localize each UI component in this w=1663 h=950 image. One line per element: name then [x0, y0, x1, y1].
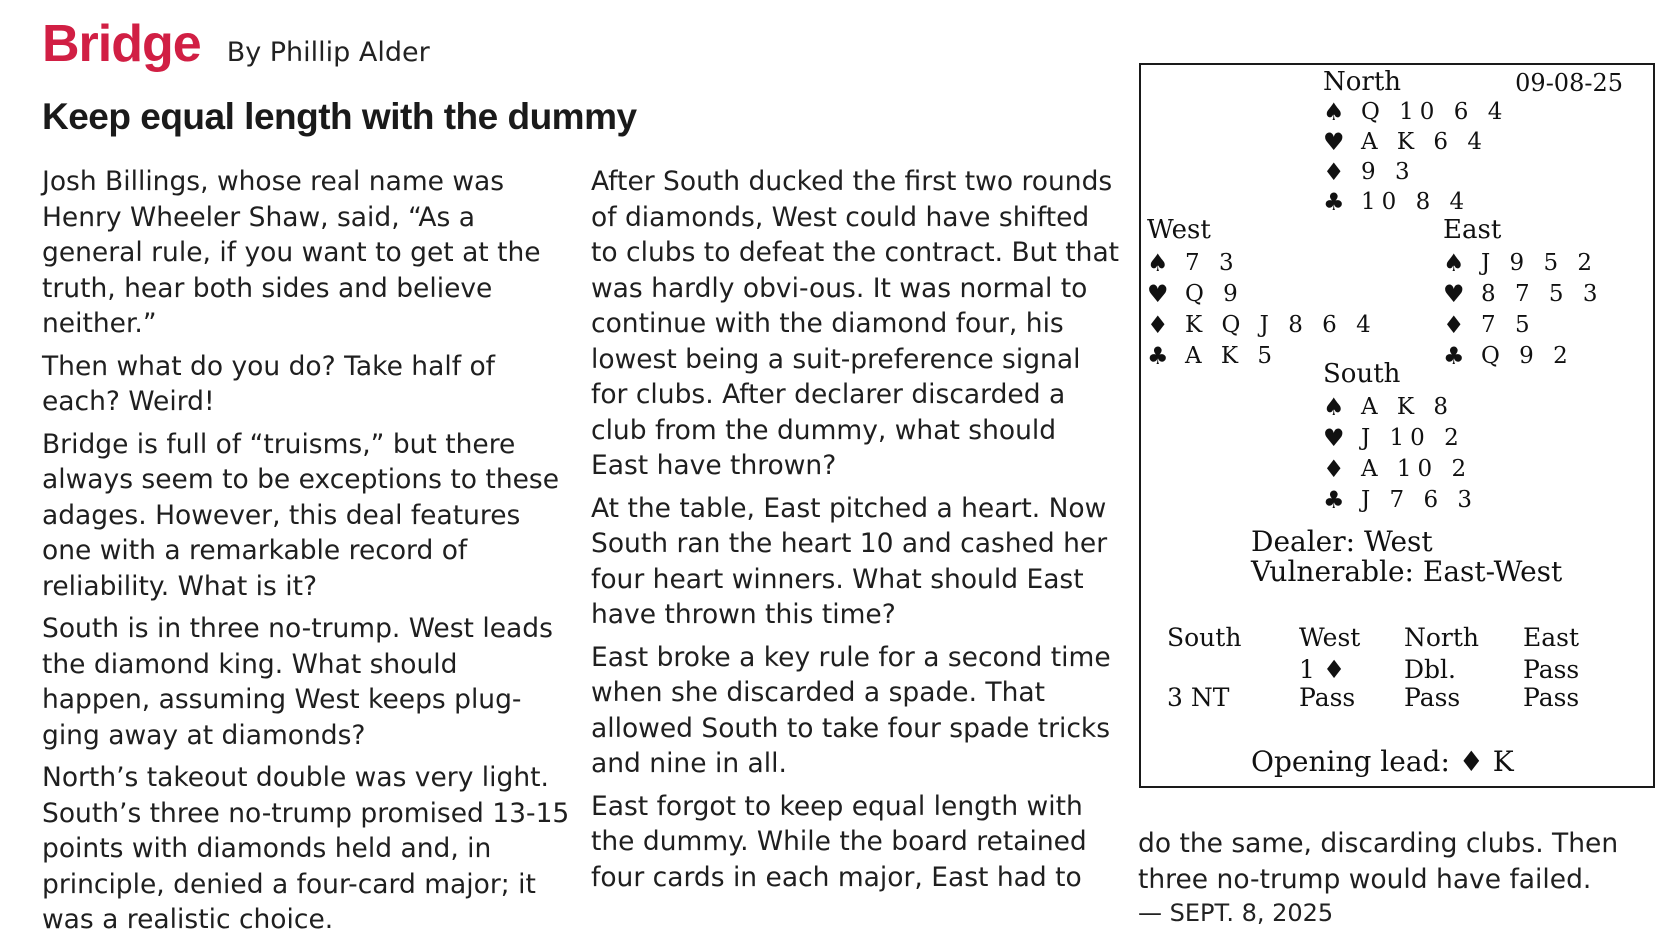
vulnerability: Vulnerable: East-West	[1251, 555, 1563, 588]
auction-header-south: South	[1167, 622, 1242, 652]
spade-icon: ♠	[1443, 248, 1465, 277]
auction-bid: Pass	[1523, 682, 1580, 712]
auction-header	[1167, 623, 1637, 651]
diamonds-cards: 7 5	[1481, 311, 1536, 338]
auction-round	[1167, 683, 1637, 711]
north-label: North	[1323, 67, 1402, 97]
auction-bid: Pass	[1523, 654, 1580, 684]
paragraph: Bridge is full of “truisms,” but there always seem to be exceptions to these adages. However, this deal features one with a remarkable record of reliability. What is it?	[42, 428, 560, 602]
south-hand	[1323, 391, 1478, 515]
article-column-3	[1138, 826, 1658, 929]
paragraph: Then what do you do? Take half of each? Weird!	[42, 350, 495, 417]
brand-logo: Bridge	[42, 15, 201, 73]
heart-icon: ♥	[1323, 423, 1345, 452]
diamonds-cards: A 10 2	[1361, 455, 1473, 482]
auction-header-west: West	[1299, 622, 1361, 652]
diamond-icon: ♦	[1323, 158, 1345, 186]
diamond-icon: ♦	[1323, 454, 1345, 483]
auction-bid: Dbl.	[1404, 654, 1456, 684]
spade-icon: ♠	[1147, 248, 1169, 277]
spade-icon: ♠	[1323, 98, 1345, 126]
clubs-cards: 10 8 4	[1361, 189, 1471, 215]
column-date: 09-08-25	[1515, 69, 1623, 97]
hearts-cards: Q 9	[1185, 280, 1244, 307]
heart-icon: ♥	[1147, 279, 1169, 308]
diamond-icon: ♦	[1147, 310, 1169, 339]
paragraph: After South ducked the first two rounds of diamonds, West could have shifted to clubs to defeat the contract. But that was hardly obvi-ous. It was normal to continue with the diamond four, his lowest being a suit-preference signal for clubs. After declarer discarded a club from the dummy, what should East have thrown?	[591, 166, 1120, 481]
spades-cards: Q 10 6 4	[1361, 99, 1509, 125]
dealer: Dealer: West	[1251, 525, 1433, 558]
east-label: East	[1443, 215, 1502, 245]
paragraph: North’s takeout double was very light. South’s three no-trump promised 13-15 points with diamonds held and, in principle, denied a four-card major; it was a realistic choice.	[42, 762, 570, 935]
hearts-cards: A K 6 4	[1361, 129, 1488, 155]
south-label: South	[1323, 359, 1401, 389]
paragraph: do the same, discarding clubs. Then three no-trump would have failed.	[1138, 828, 1619, 895]
east-hand	[1443, 247, 1603, 371]
diamonds-cards: 9 3	[1361, 159, 1416, 185]
spade-icon: ♠	[1323, 392, 1345, 421]
north-hand	[1323, 97, 1508, 217]
club-icon: ♣	[1323, 188, 1345, 216]
heart-icon: ♥	[1443, 279, 1465, 308]
paragraph: East forgot to keep equal length with the dummy. While the board retained four cards in each major, East had to	[591, 790, 1087, 893]
paragraph: South is in three no-trump. West leads the diamond king. What should happen, assuming West keeps plug-ging away at diamonds?	[42, 613, 553, 751]
west-label: West	[1147, 215, 1211, 245]
auction-round	[1167, 655, 1637, 683]
auction-table	[1167, 623, 1637, 711]
article-column-2	[591, 164, 1121, 902]
clubs-cards: Q 9 2	[1481, 342, 1574, 369]
auction-bid: Pass	[1404, 682, 1461, 712]
hearts-cards: J 10 2	[1361, 424, 1465, 451]
clubs-cards: A K 5	[1185, 342, 1279, 369]
diamond-icon: ♦	[1443, 310, 1465, 339]
paragraph: Josh Billings, whose real name was Henry Wheeler Shaw, said, “As a general rule, if you want to get at the truth, hear both sides and believe neither.”	[42, 166, 541, 339]
heart-icon: ♥	[1323, 128, 1345, 156]
auction-header-east: East	[1523, 622, 1580, 652]
paragraph: At the table, East pitched a heart. Now South ran the heart 10 and cashed her four heart winners. What should East have thrown this time?	[591, 492, 1108, 630]
auction-bid: 1 ♦	[1299, 654, 1346, 684]
bridge-deal-diagram	[1139, 63, 1655, 788]
spades-cards: 7 3	[1185, 249, 1240, 276]
dateline: — SEPT. 8, 2025	[1138, 899, 1334, 927]
diamonds-cards: K Q J 8 6 4	[1185, 311, 1377, 338]
masthead	[42, 14, 430, 74]
spades-cards: J 9 5 2	[1481, 249, 1599, 276]
club-icon: ♣	[1443, 341, 1465, 370]
club-icon: ♣	[1323, 485, 1345, 514]
hearts-cards: 8 7 5 3	[1481, 280, 1604, 307]
auction-bid: Pass	[1299, 682, 1356, 712]
spades-cards: A K 8	[1361, 393, 1455, 420]
west-hand	[1147, 247, 1377, 371]
auction-bid: 3 NT	[1167, 682, 1230, 712]
article-column-1	[42, 164, 572, 945]
club-icon: ♣	[1147, 341, 1169, 370]
paragraph: East broke a key rule for a second time when she discarded a spade. That allowed South to take four spade tricks and nine in all.	[591, 641, 1111, 779]
opening-lead: Opening lead: ♦ K	[1251, 745, 1514, 778]
clubs-cards: J 7 6 3	[1361, 486, 1479, 513]
auction-header-north: North	[1404, 622, 1480, 652]
byline: By Phillip Alder	[226, 37, 430, 68]
headline: Keep equal length with the dummy	[42, 96, 637, 137]
